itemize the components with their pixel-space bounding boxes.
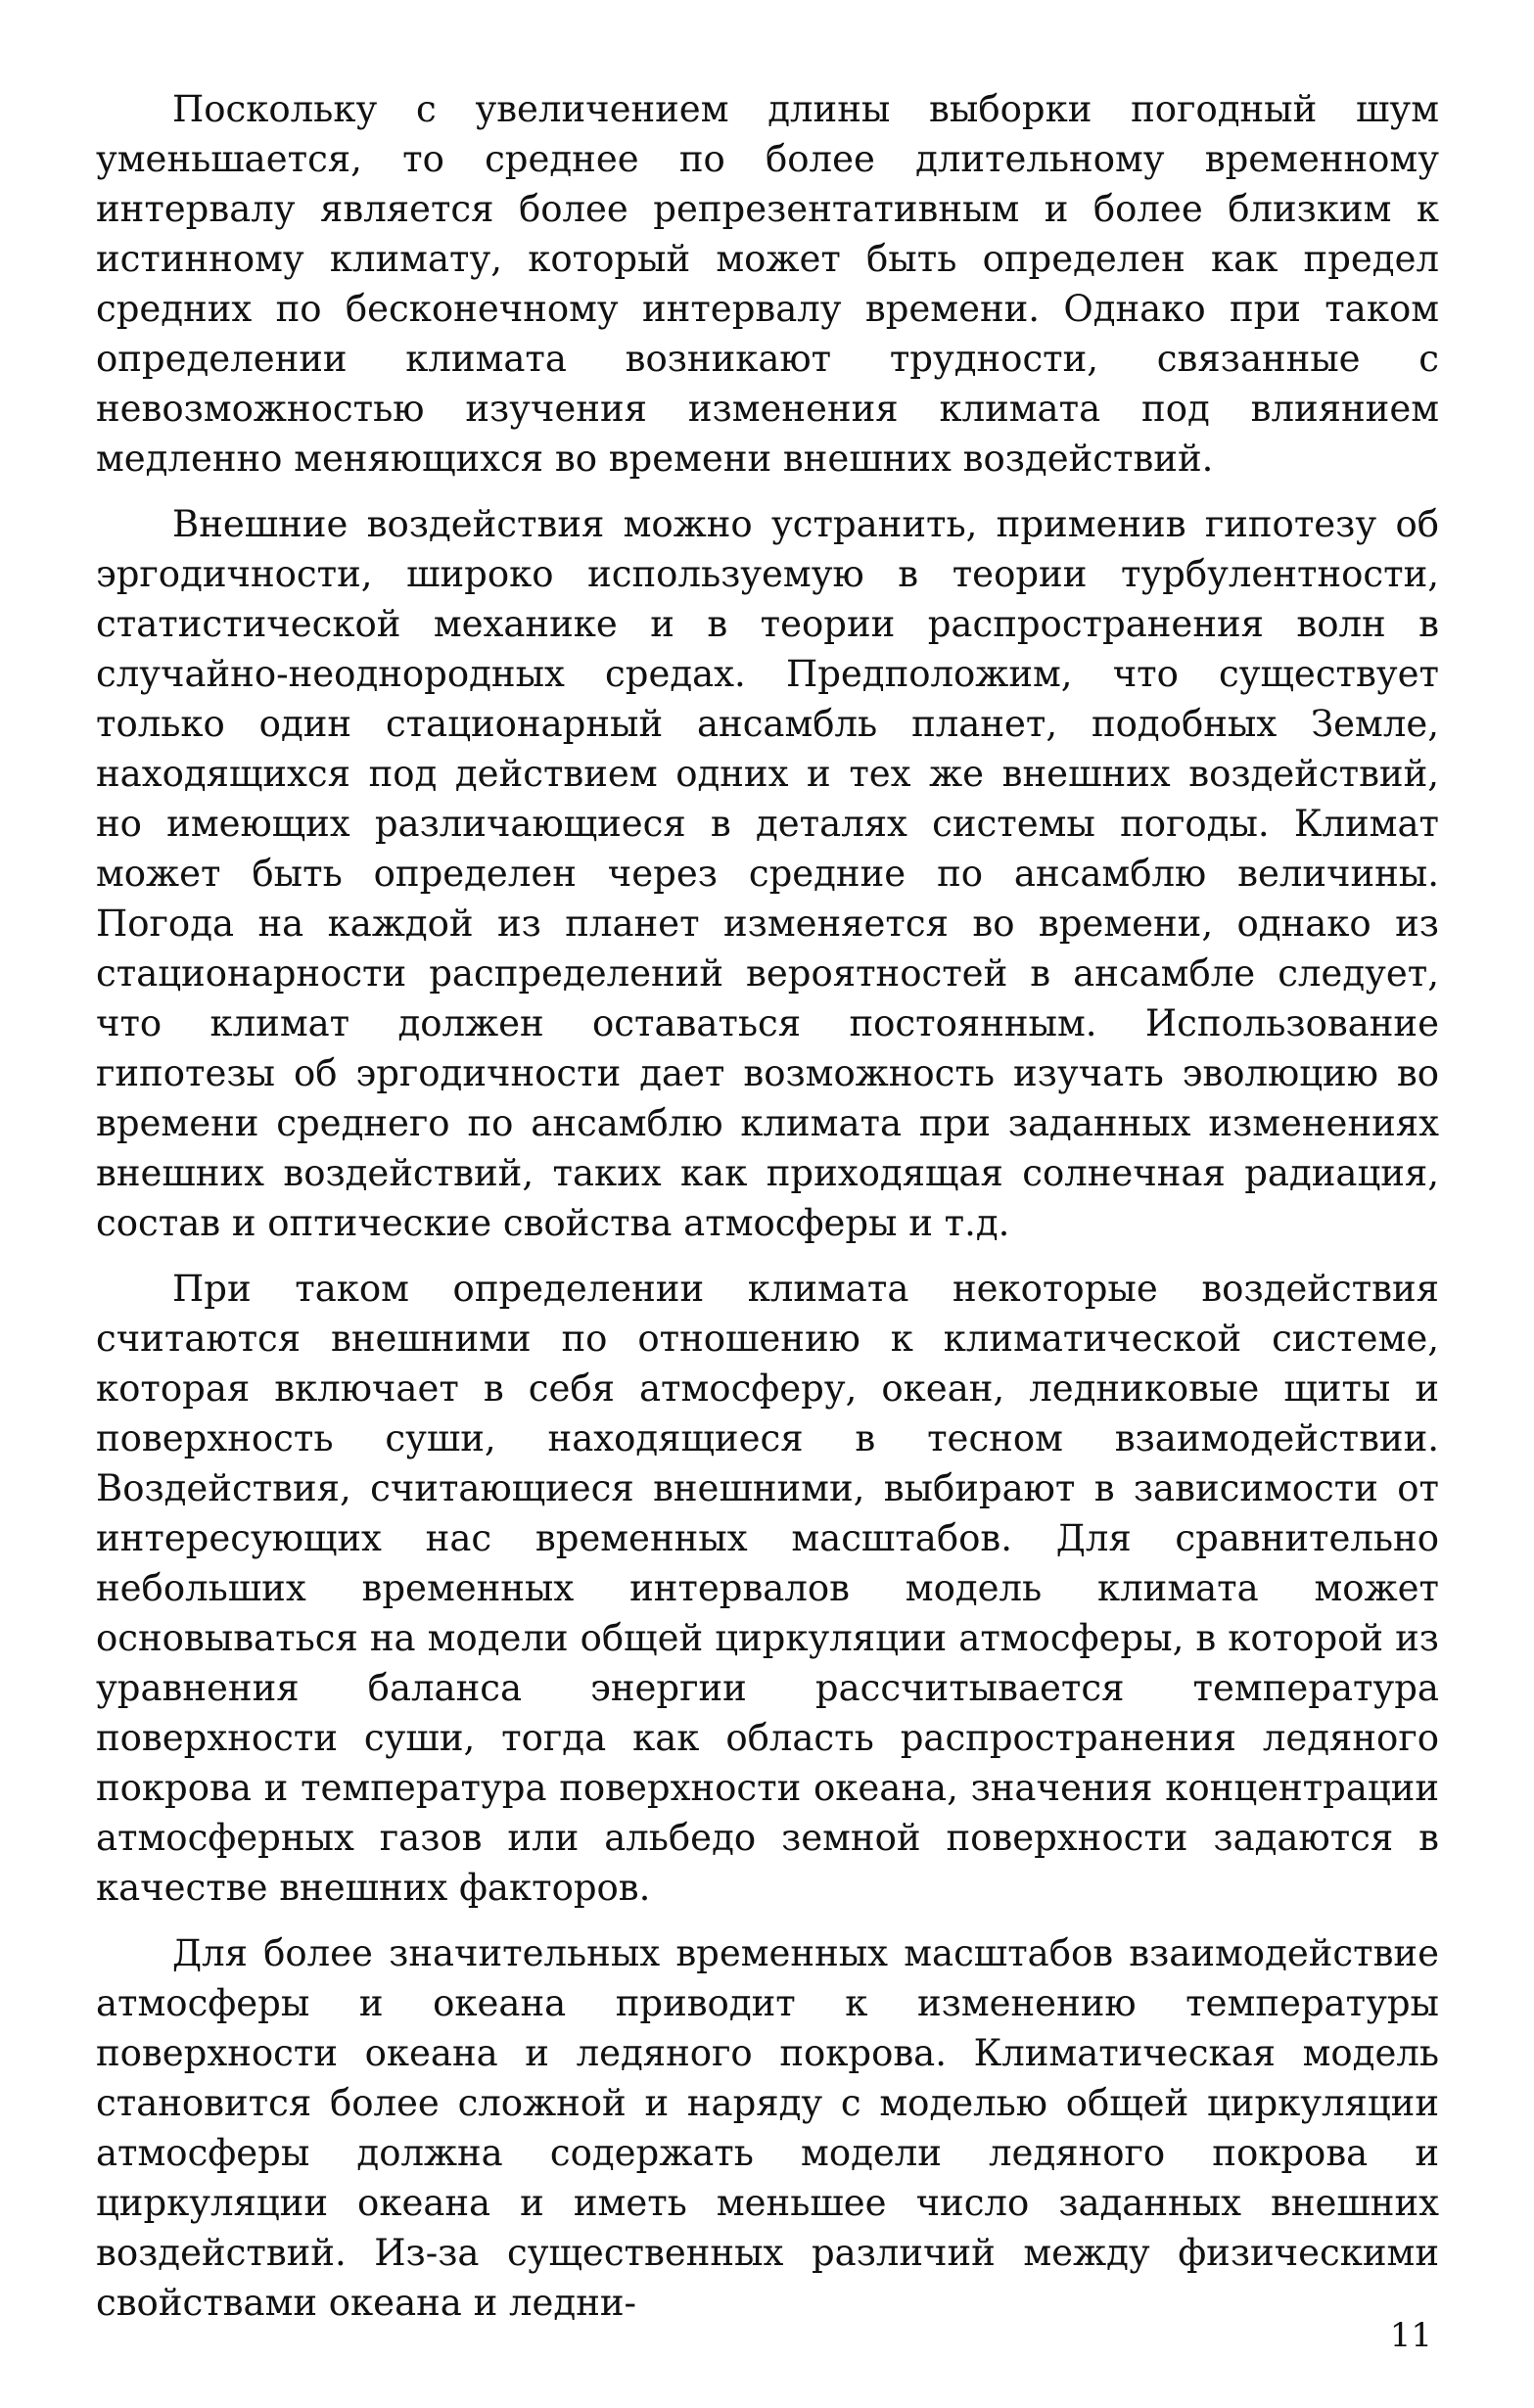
paragraph-ergodic-hypothesis: Внешние воздействия можно устранить, применив гипотезу об эргодичности, широко используемую в теории турбулентности, статистической механике и в теории распространения волн в случайно-неоднородных средах. Предположим, что существует только один стационарный ансамбль планет, подобных Земле, находящихся под действием одних и тех же внешних воздействий, но имеющих различающиеся в деталях системы погоды. Климат может быть определен через средние по ансамблю величины. Погода на каждой из планет изменяется во времени, однако из стационарности распределений вероятностей в ансамбле следует, что климат должен оставаться постоянным. Использование гипотезы об эргодичности дает возможность изучать эволюцию во времени среднего по ансамблю климата при заданных изменениях внешних воздействий, таких как приходящая солнечная радиация, состав и оптические свойства атмосферы и т.д. (96, 503, 1439, 1244)
body-text (96, 84, 1439, 2343)
paragraph-weather-noise: Поскольку с увеличением длины выборки погодный шум уменьшается, то среднее по более длительному временному интервалу является более репрезентативным и более близким к истинному климату, который может быть определен как предел средних по бесконечному интервалу времени. Однако при таком определении климата возникают трудности, связанные с невозможностью изучения изменения климата под влиянием медленно меняющихся во времени внешних воздействий. (96, 88, 1439, 480)
paragraph-longer-timescales: Для более значительных временных масштабов взаимодействие атмосферы и океана приводит к изменению температуры поверхности океана и ледяного покрова. Климатическая модель становится более сложной и наряду с моделью общей циркуляции атмосферы должна содержать модели ледяного покрова и циркуляции океана и иметь меньшее число заданных внешних воздействий. Из-за существенных различий между физическими свойствами океана и ледни- (96, 1932, 1439, 2324)
paragraph-external-forcings: При таком определении климата некоторые воздействия считаются внешними по отношению к климатической системе, которая включает в себя атмосферу, океан, ледниковые щиты и поверхность суши, находящиеся в тесном взаимодействии. Воздействия, считающиеся внешними, выбирают в зависимости от интересующих нас временных масштабов. Для сравнительно небольших временных интервалов модель климата может основываться на модели общей циркуляции атмосферы, в которой из уравнения баланса энергии рассчитывается температура поверхности суши, тогда как область распространения ледяного покрова и температура поверхности океана, значения концентрации атмосферных газов или альбедо земной поверхности задаются в качестве внешних факторов. (96, 1268, 1439, 1909)
page-number: 11 (1389, 2316, 1432, 2355)
